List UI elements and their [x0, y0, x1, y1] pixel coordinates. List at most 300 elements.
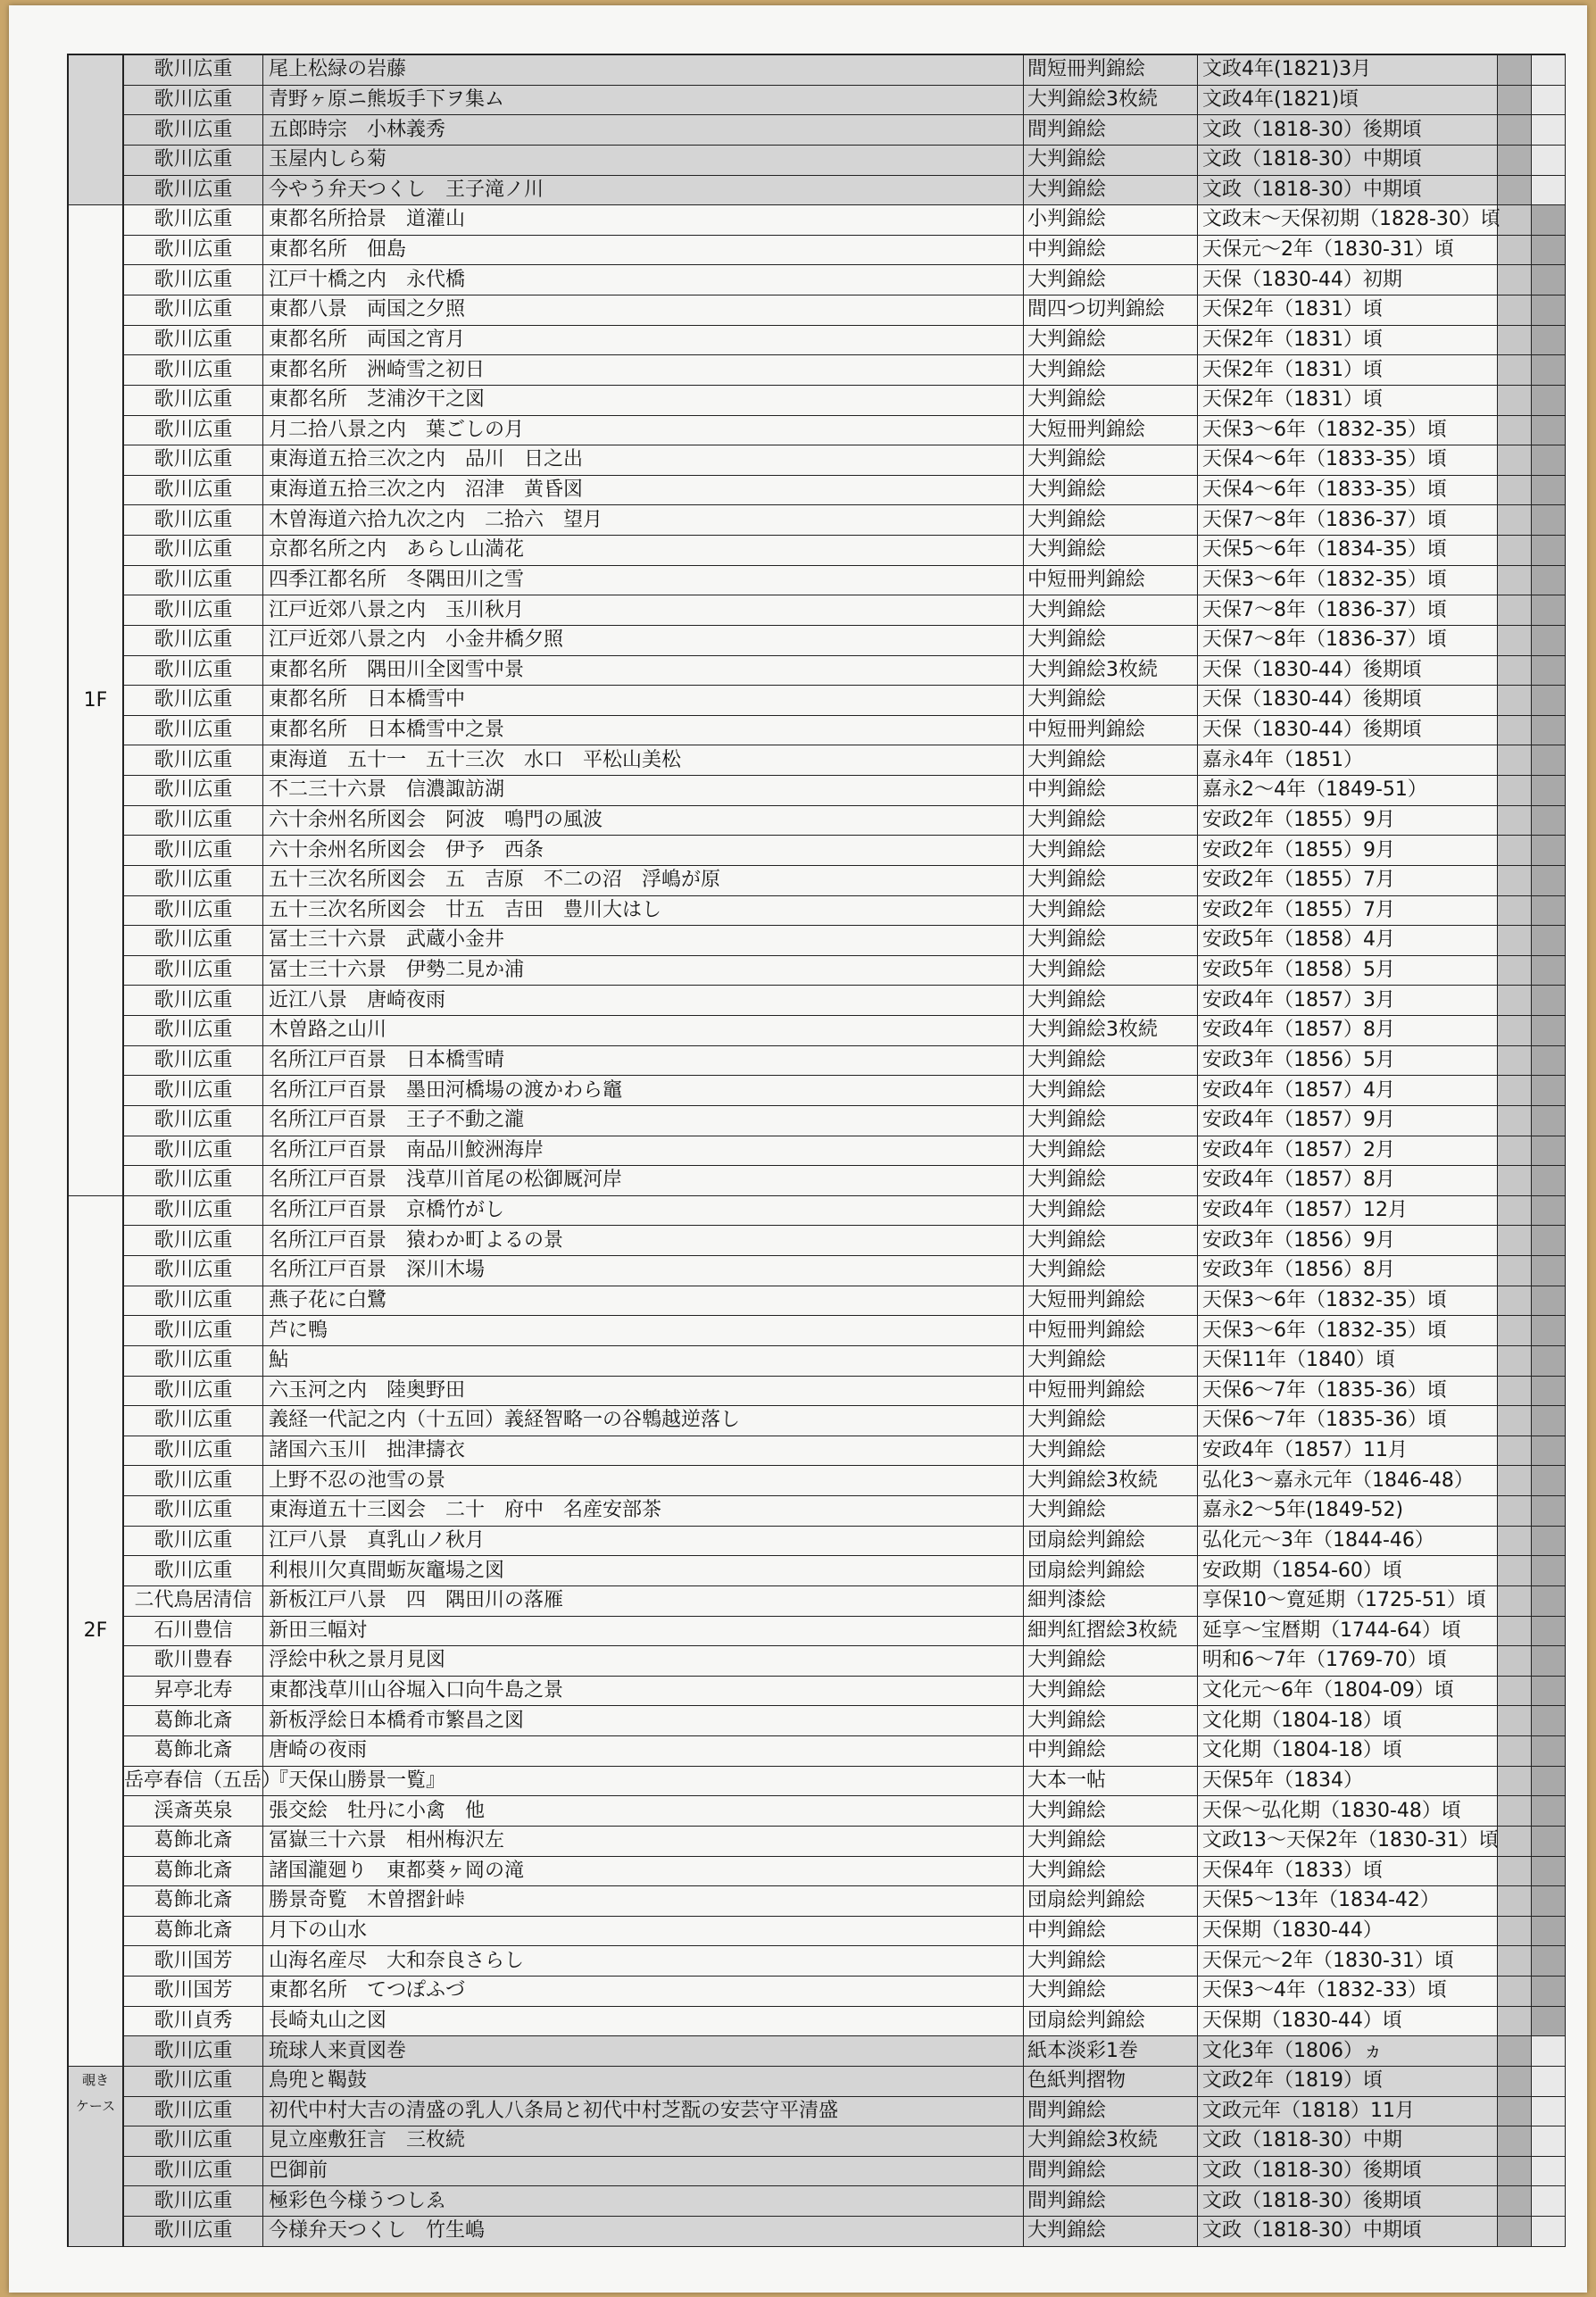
title-cell: 浮絵中秋之景月見図 — [263, 1646, 1024, 1677]
date-cell: 文化元～6年（1804-09）頃 — [1198, 1676, 1498, 1706]
marker-cell — [1532, 1526, 1566, 1556]
table-row — [68, 1045, 1566, 1076]
title-cell: 唐崎の夜雨 — [263, 1736, 1024, 1767]
floor-cell — [68, 205, 123, 1196]
marker-cell — [1532, 1316, 1566, 1346]
table-row — [68, 475, 1566, 505]
artist-cell: 歌川広重 — [123, 655, 263, 686]
artist-cell: 歌川広重 — [123, 745, 263, 776]
title-cell: 新板浮絵日本橋肴市繁昌之図 — [263, 1706, 1024, 1736]
date-cell: 文化期（1804-18）頃 — [1198, 1736, 1498, 1767]
technique-cell: 大判錦絵 — [1024, 1676, 1198, 1706]
date-cell: 文化3年（1806）ヵ — [1198, 2036, 1498, 2067]
marker-cell — [1498, 745, 1532, 776]
technique-cell: 大判錦絵 — [1024, 986, 1198, 1016]
date-cell: 文政（1818-30）中期頃 — [1198, 175, 1498, 205]
title-cell: 東都名所 芝浦汐干之図 — [263, 385, 1024, 415]
marker-cell — [1498, 1286, 1532, 1316]
date-cell: 安政4年（1857）3月 — [1198, 986, 1498, 1016]
technique-cell: 紙本淡彩1巻 — [1024, 2036, 1198, 2067]
marker-cell — [1532, 2126, 1566, 2157]
table-row — [68, 385, 1566, 415]
artist-cell: 歌川広重 — [123, 1376, 263, 1406]
technique-cell: 大判錦絵 — [1024, 475, 1198, 505]
title-cell: 東都名所 両国之宵月 — [263, 325, 1024, 355]
marker-cell — [1498, 415, 1532, 445]
table-row — [68, 415, 1566, 445]
title-cell: 東都名所 隅田川全図雪中景 — [263, 655, 1024, 686]
date-cell: 天保2年（1831）頃 — [1198, 355, 1498, 386]
technique-cell: 大判錦絵 — [1024, 1496, 1198, 1527]
marker-cell — [1532, 235, 1566, 265]
title-cell: 月下の山水 — [263, 1916, 1024, 1946]
technique-cell: 大判錦絵 — [1024, 1076, 1198, 1106]
artist-cell: 歌川広重 — [123, 1226, 263, 1256]
table-row — [68, 865, 1566, 895]
artist-cell: 石川豊信 — [123, 1616, 263, 1646]
marker-cell — [1532, 1406, 1566, 1436]
technique-cell: 大判錦絵 — [1024, 1256, 1198, 1286]
date-cell: 安政5年（1858）4月 — [1198, 926, 1498, 956]
artist-cell: 歌川広重 — [123, 2217, 263, 2247]
marker-cell — [1498, 655, 1532, 686]
marker-cell — [1532, 2156, 1566, 2186]
artist-cell: 歌川広重 — [123, 2126, 263, 2157]
artist-cell: 歌川広重 — [123, 2156, 263, 2186]
table-row — [68, 955, 1566, 986]
date-cell: 安政期（1854-60）頃 — [1198, 1556, 1498, 1586]
technique-cell: 大判錦絵 — [1024, 265, 1198, 295]
marker-cell — [1498, 1856, 1532, 1886]
date-cell: 天保3～4年（1832-33）頃 — [1198, 1977, 1498, 2007]
table-row — [68, 655, 1566, 686]
title-cell: 尾上松緑の岩藤 — [263, 54, 1024, 85]
title-cell: 諸国六玉川 拙津擣衣 — [263, 1436, 1024, 1466]
date-cell: 享保10～寛延期（1725-51）頃 — [1198, 1585, 1498, 1616]
marker-cell — [1498, 625, 1532, 655]
marker-cell — [1498, 85, 1532, 115]
table-row — [68, 1916, 1566, 1946]
floor-cell — [68, 1195, 123, 2066]
case-label-line1: 覗き — [81, 2071, 109, 2088]
marker-cell — [1498, 1977, 1532, 2007]
technique-cell: 大判錦絵 — [1024, 1136, 1198, 1166]
table-row — [68, 1646, 1566, 1677]
table-row — [68, 565, 1566, 595]
title-cell: 名所江戸百景 王子不動之瀧 — [263, 1105, 1024, 1136]
marker-cell — [1532, 2186, 1566, 2217]
marker-cell — [1498, 265, 1532, 295]
table-row — [68, 1706, 1566, 1736]
technique-cell: 間判錦絵 — [1024, 2186, 1198, 2217]
technique-cell: 大判錦絵 — [1024, 745, 1198, 776]
marker-cell — [1532, 1556, 1566, 1586]
table-row — [68, 2126, 1566, 2157]
table-row — [68, 1226, 1566, 1256]
date-cell: 天保5～13年（1834-42） — [1198, 1886, 1498, 1917]
artist-cell: 歌川広重 — [123, 1286, 263, 1316]
technique-cell: 団扇絵判錦絵 — [1024, 1886, 1198, 1917]
marker-cell — [1532, 1195, 1566, 1226]
table-row — [68, 1166, 1566, 1196]
table-row — [68, 1076, 1566, 1106]
marker-cell — [1532, 1646, 1566, 1677]
marker-cell — [1498, 2156, 1532, 2186]
technique-cell: 大判錦絵 — [1024, 505, 1198, 536]
title-cell: 初代中村大吉の清盛の乳人八条局と初代中村芝翫の安芸守平清盛 — [263, 2096, 1024, 2126]
technique-cell: 大判錦絵 — [1024, 686, 1198, 716]
marker-cell — [1532, 295, 1566, 326]
marker-cell — [1498, 355, 1532, 386]
title-cell: 木曽海道六拾九次之内 二拾六 望月 — [263, 505, 1024, 536]
date-cell: 天保（1830-44）後期頃 — [1198, 715, 1498, 745]
table-row — [68, 1826, 1566, 1856]
marker-cell — [1498, 1045, 1532, 1076]
marker-cell — [1532, 865, 1566, 895]
artist-cell: 歌川広重 — [123, 505, 263, 536]
artist-cell: 歌川広重 — [123, 926, 263, 956]
technique-cell: 大判錦絵 — [1024, 805, 1198, 836]
artist-cell: 歌川広重 — [123, 175, 263, 205]
table-row — [68, 85, 1566, 115]
table-row — [68, 1616, 1566, 1646]
floor-cell — [68, 2066, 123, 2246]
table-row — [68, 265, 1566, 295]
marker-cell — [1498, 1166, 1532, 1196]
date-cell: 天保（1830-44）後期頃 — [1198, 686, 1498, 716]
date-cell: 嘉永2～4年（1849-51） — [1198, 776, 1498, 806]
technique-cell: 大判錦絵 — [1024, 325, 1198, 355]
title-cell: 芦に鴨 — [263, 1316, 1024, 1346]
date-cell: 天保7～8年（1836-37）頃 — [1198, 595, 1498, 626]
date-cell: 天保～弘化期（1830-48）頃 — [1198, 1796, 1498, 1827]
date-cell: 安政2年（1855）9月 — [1198, 805, 1498, 836]
artist-cell: 歌川広重 — [123, 895, 263, 926]
marker-cell — [1498, 1436, 1532, 1466]
artist-cell: 歌川広重 — [123, 595, 263, 626]
marker-cell — [1498, 836, 1532, 866]
date-cell: 文政（1818-30）中期頃 — [1198, 145, 1498, 175]
technique-cell: 中短冊判錦絵 — [1024, 1316, 1198, 1346]
artist-cell: 歌川広重 — [123, 805, 263, 836]
table-row — [68, 1556, 1566, 1586]
table-row — [68, 1496, 1566, 1527]
date-cell: 安政2年（1855）7月 — [1198, 895, 1498, 926]
table-row — [68, 805, 1566, 836]
table-row — [68, 1466, 1566, 1496]
artist-cell: 歌川広重 — [123, 776, 263, 806]
date-cell: 文政（1818-30）中期頃 — [1198, 2217, 1498, 2247]
artist-cell: 歌川広重 — [123, 1316, 263, 1346]
artist-cell: 歌川広重 — [123, 955, 263, 986]
marker-cell — [1532, 836, 1566, 866]
table-row — [68, 1766, 1566, 1796]
artist-cell: 二代鳥居清信 — [123, 1585, 263, 1616]
artist-cell: 歌川広重 — [123, 625, 263, 655]
technique-cell: 大判錦絵 — [1024, 595, 1198, 626]
marker-cell — [1498, 475, 1532, 505]
table-row — [68, 235, 1566, 265]
artist-cell: 歌川広重 — [123, 1406, 263, 1436]
technique-cell: 小判錦絵 — [1024, 205, 1198, 236]
technique-cell: 大判錦絵 — [1024, 1706, 1198, 1736]
artist-cell: 歌川広重 — [123, 54, 263, 85]
title-cell: 東海道五拾三次之内 沼津 黄昏図 — [263, 475, 1024, 505]
date-cell: 安政4年（1857）2月 — [1198, 1136, 1498, 1166]
marker-cell — [1532, 2217, 1566, 2247]
artist-cell: 歌川広重 — [123, 355, 263, 386]
marker-cell — [1532, 325, 1566, 355]
artist-cell: 歌川広重 — [123, 986, 263, 1016]
table-row — [68, 2006, 1566, 2036]
title-cell: 名所江戸百景 浅草川首尾の松御厩河岸 — [263, 1166, 1024, 1196]
date-cell: 天保6～7年（1835-36）頃 — [1198, 1406, 1498, 1436]
marker-cell — [1498, 986, 1532, 1016]
marker-cell — [1532, 2006, 1566, 2036]
technique-cell: 間判錦絵 — [1024, 2156, 1198, 2186]
table-row — [68, 1585, 1566, 1616]
marker-cell — [1498, 2186, 1532, 2217]
table-row — [68, 1946, 1566, 1977]
title-cell: 諸国瀧廻り 東都葵ヶ岡の滝 — [263, 1856, 1024, 1886]
case-label-line2: ケース — [75, 2097, 116, 2114]
date-cell: 安政3年（1856）8月 — [1198, 1256, 1498, 1286]
technique-cell: 中判錦絵 — [1024, 1736, 1198, 1767]
marker-cell — [1532, 355, 1566, 386]
technique-cell: 細判紅摺絵3枚続 — [1024, 1616, 1198, 1646]
table-row — [68, 1136, 1566, 1166]
marker-cell — [1498, 1406, 1532, 1436]
technique-cell: 大判錦絵3枚続 — [1024, 1466, 1198, 1496]
artist-cell: 歌川広重 — [123, 235, 263, 265]
marker-cell — [1532, 895, 1566, 926]
date-cell: 安政3年（1856）5月 — [1198, 1045, 1498, 1076]
artist-cell: 歌川広重 — [123, 385, 263, 415]
technique-cell: 大本一帖 — [1024, 1766, 1198, 1796]
title-cell: 東都名所 日本橋雪中 — [263, 686, 1024, 716]
marker-cell — [1498, 1016, 1532, 1046]
artist-cell: 葛飾北斎 — [123, 1736, 263, 1767]
technique-cell: 大判錦絵 — [1024, 355, 1198, 386]
artist-cell: 歌川広重 — [123, 715, 263, 745]
marker-cell — [1532, 115, 1566, 146]
date-cell: 天保2年（1831）頃 — [1198, 385, 1498, 415]
marker-cell — [1498, 175, 1532, 205]
marker-cell — [1498, 1076, 1532, 1106]
marker-cell — [1498, 1766, 1532, 1796]
table-row — [68, 505, 1566, 536]
marker-cell — [1532, 1136, 1566, 1166]
marker-cell — [1532, 1466, 1566, 1496]
technique-cell: 大判錦絵 — [1024, 865, 1198, 895]
artist-cell: 歌川国芳 — [123, 1946, 263, 1977]
table-row — [68, 355, 1566, 386]
table-row — [68, 295, 1566, 326]
artist-cell: 歌川広重 — [123, 1345, 263, 1376]
marker-cell — [1498, 1646, 1532, 1677]
artist-cell: 葛飾北斎 — [123, 1826, 263, 1856]
date-cell: 天保4～6年（1833-35）頃 — [1198, 445, 1498, 476]
table-row — [68, 2036, 1566, 2067]
date-cell: 天保期（1830-44） — [1198, 1916, 1498, 1946]
date-cell: 天保元～2年（1830-31）頃 — [1198, 235, 1498, 265]
marker-cell — [1532, 805, 1566, 836]
artist-cell: 歌川広重 — [123, 836, 263, 866]
technique-cell: 大判錦絵3枚続 — [1024, 655, 1198, 686]
artist-cell: 葛飾北斎 — [123, 1706, 263, 1736]
technique-cell: 大判錦絵 — [1024, 836, 1198, 866]
artist-cell: 歌川広重 — [123, 1016, 263, 1046]
technique-cell: 中判錦絵 — [1024, 1916, 1198, 1946]
title-cell: 山海名産尽 大和奈良さらし — [263, 1946, 1024, 1977]
title-cell: 東都名所 洲崎雪之初日 — [263, 355, 1024, 386]
marker-cell — [1498, 1256, 1532, 1286]
marker-cell — [1532, 85, 1566, 115]
date-cell: 天保3～6年（1832-35）頃 — [1198, 565, 1498, 595]
technique-cell: 間判錦絵 — [1024, 115, 1198, 146]
technique-cell: 大判錦絵 — [1024, 536, 1198, 566]
date-cell: 安政4年（1857）4月 — [1198, 1076, 1498, 1106]
marker-cell — [1498, 865, 1532, 895]
marker-cell — [1498, 1736, 1532, 1767]
marker-cell — [1532, 1496, 1566, 1527]
table-row — [68, 54, 1566, 85]
technique-cell: 中判錦絵 — [1024, 776, 1198, 806]
marker-cell — [1532, 1916, 1566, 1946]
marker-cell — [1498, 295, 1532, 326]
marker-cell — [1498, 686, 1532, 716]
artist-cell: 歌川広重 — [123, 865, 263, 895]
technique-cell: 大判錦絵 — [1024, 1105, 1198, 1136]
title-cell: 江戸近郊八景之内 小金井橋夕照 — [263, 625, 1024, 655]
table-row — [68, 145, 1566, 175]
marker-cell — [1532, 715, 1566, 745]
marker-cell — [1498, 1946, 1532, 1977]
marker-cell — [1532, 175, 1566, 205]
title-cell: 木曽路之山川 — [263, 1016, 1024, 1046]
marker-cell — [1532, 1076, 1566, 1106]
title-cell: 月二拾八景之内 葉ごしの月 — [263, 415, 1024, 445]
technique-cell: 大判錦絵 — [1024, 1977, 1198, 2007]
date-cell: 天保4～6年（1833-35）頃 — [1198, 475, 1498, 505]
marker-cell — [1498, 955, 1532, 986]
technique-cell: 細判漆絵 — [1024, 1585, 1198, 1616]
title-cell: 六十余州名所図会 伊予 西条 — [263, 836, 1024, 866]
title-cell: 鳥兜と鞨鼓 — [263, 2066, 1024, 2096]
title-cell: 琉球人来貢図巻 — [263, 2036, 1024, 2067]
table-row — [68, 836, 1566, 866]
title-cell: 江戸八景 真乳山ノ秋月 — [263, 1526, 1024, 1556]
marker-cell — [1532, 926, 1566, 956]
marker-cell — [1532, 265, 1566, 295]
artist-cell: 歌川広重 — [123, 1526, 263, 1556]
technique-cell: 色紙判摺物 — [1024, 2066, 1198, 2096]
artist-cell: 歌川広重 — [123, 1256, 263, 1286]
marker-cell — [1498, 385, 1532, 415]
artist-cell: 歌川広重 — [123, 85, 263, 115]
marker-cell — [1498, 2217, 1532, 2247]
table-row — [68, 1977, 1566, 2007]
title-cell: 名所江戸百景 南品川鮫洲海岸 — [263, 1136, 1024, 1166]
marker-cell — [1532, 1436, 1566, 1466]
marker-cell — [1532, 205, 1566, 236]
table-row — [68, 1886, 1566, 1917]
artist-cell: 歌川広重 — [123, 1045, 263, 1076]
title-cell: 利根川欠真間蛎灰竈場之図 — [263, 1556, 1024, 1586]
marker-cell — [1532, 2066, 1566, 2096]
table-row — [68, 1016, 1566, 1046]
date-cell: 天保2年（1831）頃 — [1198, 325, 1498, 355]
table-row — [68, 776, 1566, 806]
marker-cell — [1532, 505, 1566, 536]
artist-cell: 歌川広重 — [123, 1466, 263, 1496]
date-cell: 文政4年(1821)頃 — [1198, 85, 1498, 115]
date-cell: 天保6～7年（1835-36）頃 — [1198, 1376, 1498, 1406]
title-cell: 東海道五十三図会 二十 府中 名産安部茶 — [263, 1496, 1024, 1527]
marker-cell — [1498, 1826, 1532, 1856]
artist-cell: 歌川広重 — [123, 2186, 263, 2217]
technique-cell: 大短冊判錦絵 — [1024, 415, 1198, 445]
marker-cell — [1532, 54, 1566, 85]
artist-cell: 歌川国芳 — [123, 1977, 263, 2007]
date-cell: 文政元年（1818）11月 — [1198, 2096, 1498, 2126]
table-row — [68, 625, 1566, 655]
table-row — [68, 2186, 1566, 2217]
table-row — [68, 536, 1566, 566]
title-cell: 東都名所拾景 道灌山 — [263, 205, 1024, 236]
artist-cell: 歌川貞秀 — [123, 2006, 263, 2036]
marker-cell — [1498, 54, 1532, 85]
title-cell: 江戸近郊八景之内 玉川秋月 — [263, 595, 1024, 626]
printed-sheet — [9, 5, 1587, 2293]
technique-cell: 間四つ切判錦絵 — [1024, 295, 1198, 326]
title-cell: 名所江戸百景 京橋竹がし — [263, 1195, 1024, 1226]
table-row — [68, 1736, 1566, 1767]
marker-cell — [1498, 235, 1532, 265]
table-row — [68, 325, 1566, 355]
date-cell: 安政4年（1857）9月 — [1198, 1105, 1498, 1136]
date-cell: 弘化元～3年（1844-46） — [1198, 1526, 1498, 1556]
marker-cell — [1532, 445, 1566, 476]
marker-cell — [1498, 2006, 1532, 2036]
table-row — [68, 1376, 1566, 1406]
technique-cell: 間判錦絵 — [1024, 2096, 1198, 2126]
table-row — [68, 1286, 1566, 1316]
marker-cell — [1498, 1706, 1532, 1736]
title-cell: 東海道五拾三次之内 品川 日之出 — [263, 445, 1024, 476]
title-cell: 東都名所 日本橋雪中之景 — [263, 715, 1024, 745]
technique-cell: 大判錦絵 — [1024, 1946, 1198, 1977]
technique-cell: 大判錦絵 — [1024, 175, 1198, 205]
title-cell: 東都名所 佃島 — [263, 235, 1024, 265]
date-cell: 嘉永4年（1851） — [1198, 745, 1498, 776]
artist-cell: 歌川広重 — [123, 686, 263, 716]
artist-cell: 歌川広重 — [123, 565, 263, 595]
technique-cell: 大判錦絵3枚続 — [1024, 1016, 1198, 1046]
date-cell: 文政2年（1819）頃 — [1198, 2066, 1498, 2096]
date-cell: 文政（1818-30）後期頃 — [1198, 2186, 1498, 2217]
marker-cell — [1532, 415, 1566, 445]
table-row — [68, 2156, 1566, 2186]
table-row — [68, 1676, 1566, 1706]
artist-cell: 葛飾北斎 — [123, 1916, 263, 1946]
technique-cell: 大短冊判錦絵 — [1024, 1286, 1198, 1316]
title-cell: 上野不忍の池雪の景 — [263, 1466, 1024, 1496]
date-cell: 文政（1818-30）後期頃 — [1198, 2156, 1498, 2186]
artist-cell: 歌川広重 — [123, 1076, 263, 1106]
marker-cell — [1498, 205, 1532, 236]
title-cell: 東海道 五十一 五十三次 水口 平松山美松 — [263, 745, 1024, 776]
